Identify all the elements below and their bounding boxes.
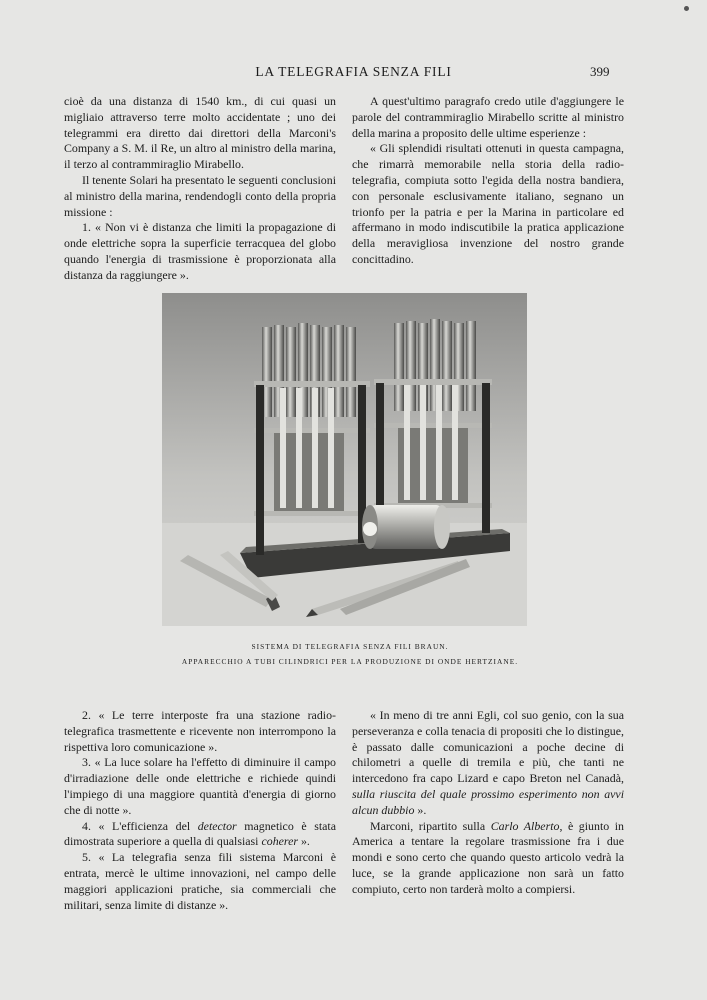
figure-caption-title: SISTEMA DI TELEGRAFIA SENZA FILI BRAUN. [251,642,449,651]
text-segment: ». [414,802,427,817]
italic-text: detector [197,818,237,833]
text-column-top-right [352,94,624,268]
text-segment: ». [298,834,310,849]
paragraph [64,173,336,220]
text-segment: Il tenente Solari ha presentato le seguenti conclusioni al ministro della marina, rendendogli conto della propria missione : [64,172,336,219]
paragraph [64,94,336,173]
coil-cylinder [362,505,450,549]
text-segment: magnetico è stata dimostrata superiore a quella di qualsiasi [64,818,336,849]
text-segment: 3. « La luce solare ha l'effetto di diminuire il campo d'irradiazione delle onde elettriche e richiede quindi l'impiego di una maggiore quantità d'energia di giorno che di notte ». [64,755,336,817]
apparatus-photograph [162,293,527,626]
text-column-bottom-left [64,708,336,913]
paragraph [352,708,624,819]
text-segment: « Gli splendidi risultati ottenuti in questa campagna, che rimarrà memorabile nella storia della radio-telegrafia, compiuta sotto l'egida della nostra bandiera, con personale esclusivamente italiano, segnano un trionfo per la patria e per la Marina in particolare ed affermano in modo indiscutibile la pratica applicazione della meravigliosa invenzione del nostro grande concittadino. [352,141,624,266]
text-segment: cioè da una distanza di 1540 km., di cui quasi un migliaio attraverso terre molto accidentate ; uno dei telegrammi era diretto dai direttori della Marconi's Company a S. M. il Re, un altro al ministro della marina, il terzo al contrammiraglio Mirabello. [64,94,336,172]
paragraph [64,850,336,913]
text-segment: « In meno di tre anni Egli, col suo genio, con la sua perseveranza e colla tenacia di propositi che lo distingue, è passato dalle comunicazioni a poche decine di chilometri a quelle di tremila e più, che tanti ne intercedono fra capo Lizard e capo Breton nel Canadà, [352,708,624,786]
paragraph [64,708,336,755]
text-segment: A quest'ultimo paragrafo credo utile d'aggiungere le parole del contrammiraglio Mirabello scritte al ministro della marina a proposito delle ultime esperienze : [352,94,624,140]
text-segment: 5. « La telegrafia senza fili sistema Marconi è entrata, mercè le ultime innovazioni, nel campo delle maggiori applicazioni pratiche, sia commerciali che militari, senza limite di distanze ». [64,850,336,912]
paragraph [352,94,624,141]
printed-dot [684,6,689,11]
paragraph [352,819,624,898]
italic-text: coherer [261,834,299,849]
italic-text: sulla riuscita del quale prossimo esperimento non avvi alcun dubbio [352,786,624,817]
text-segment: Marconi, ripartito sulla [370,818,491,833]
text-column-top-left [64,94,336,284]
paragraph [64,220,336,283]
paragraph [352,141,624,267]
text-segment: 1. « Non vi è distanza che limiti la propagazione di onde elettriche sopra la superficie terracquea del globo quando l'energia di trasmissione è proporzionata alla distanza da raggiungere ». [64,220,336,282]
paragraph [64,755,336,818]
figure-caption-description: APPARECCHIO A TUBI CILINDRICI PER LA PRODUZIONE DI ONDE HERTZIANE. [181,657,519,666]
text-segment: 4. « L'efficienza del [82,818,198,833]
running-header: LA TELEGRAFIA SENZA FILI [255,64,452,79]
page-number: 399 [590,64,610,79]
text-segment: , è giunto in America a tentare la regolare trasmissione fra i due mondi e sono certo che quando questo articolo vedrà la luce, se la grande applicazione non sarà un fatto compiuto, certo non tarderà molto a compiersi. [352,818,624,896]
paragraph [64,819,336,851]
italic-text: Carlo Alberto [490,818,560,833]
text-column-bottom-right [352,708,624,898]
text-segment: 2. « Le terre interposte fra una stazione radio-telegrafica trasmettente e ricevente non interrompono la rispettiva loro comunicazione ». [64,708,336,754]
